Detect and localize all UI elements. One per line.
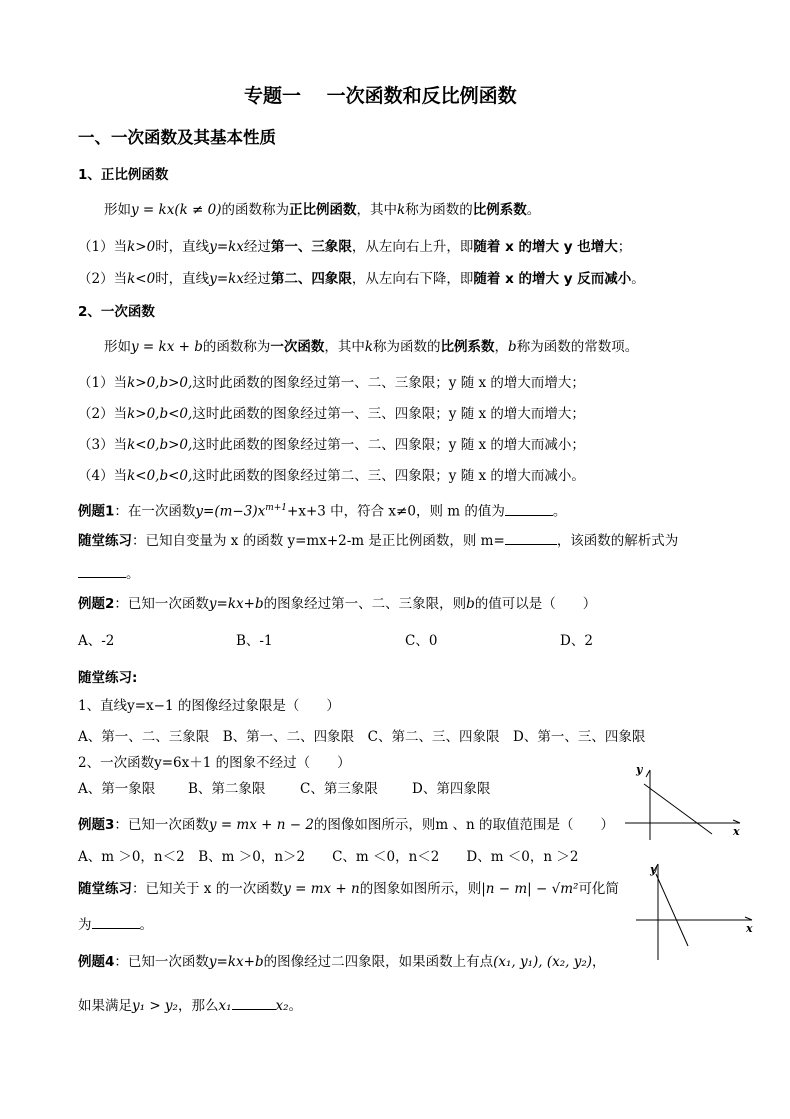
text: 这时此函数的图象经过第一、三、四象限；y 随 x 的增大而增大； <box>192 406 585 422</box>
practice-label: 随堂练习 <box>78 533 132 549</box>
text: 称为函数的 <box>405 202 473 218</box>
function-line <box>644 784 712 834</box>
example-3 <box>78 816 614 834</box>
practice-1-cont <box>78 564 140 583</box>
x-axis-label: x <box>733 825 740 838</box>
subsection-heading-linear: 2、一次函数 <box>78 304 155 320</box>
formula: y=(m−3)x <box>195 503 266 520</box>
condition: k<0,b>0, <box>127 437 193 453</box>
formula: y = kx(k ≠ 0) <box>131 202 222 218</box>
term: 一次函数 <box>270 339 325 355</box>
text: 为 <box>78 917 92 933</box>
condition: k>0,b>0, <box>127 375 193 391</box>
points: (x₁, y₁), (x₂, y₂) <box>493 954 593 970</box>
formula: y = mx + n <box>283 881 360 897</box>
text: （3）当 <box>78 437 128 453</box>
practice-question-1: 1、直线y=x−1 的图像经过象限是（ ） <box>78 698 340 714</box>
practice-question-1-options[interactable]: A、第一、二、三象限 B、第一、二、四象限 C、第二、三、四象限 D、第一、三、四象限 <box>78 729 646 745</box>
text: ：已知关于 x 的一次函数 <box>132 881 284 897</box>
text: （4）当 <box>78 468 128 484</box>
text: ，从左向右上升，即 <box>351 239 474 255</box>
practice-3-cont <box>78 915 153 934</box>
variable: b <box>508 339 517 355</box>
text: 的图像经过二四象限，如果函数上有点 <box>263 954 494 970</box>
example-label: 例题2 <box>78 596 115 612</box>
graph-example-3 <box>620 760 750 840</box>
practice-1 <box>78 531 678 550</box>
text: 的图象经过第一、二、三象限，则 <box>263 596 467 612</box>
text: ：已知一次函数 <box>114 817 209 833</box>
practice-label: 随堂练习: <box>78 670 138 686</box>
variable: b <box>466 596 475 612</box>
answer-blank[interactable] <box>78 564 126 578</box>
choice-d[interactable]: D、第四象限 <box>412 781 491 797</box>
text: 这时此函数的图象经过第一、二、四象限；y 随 x 的增大而减小； <box>192 437 585 453</box>
choice-a[interactable]: A、第一象限 <box>78 781 156 797</box>
term: 随着 x 的增大 y 也增大 <box>473 239 618 255</box>
equation: y=kx <box>209 271 244 287</box>
example-2 <box>78 595 596 613</box>
example-4 <box>78 953 606 971</box>
choice-d[interactable]: D、2 <box>560 633 593 649</box>
text: ：已知自变量为 x 的函数 y=mx+2-m 是正比例函数，则 m= <box>132 533 505 549</box>
text: （2）当 <box>78 271 128 287</box>
condition: k>0 <box>127 239 156 255</box>
linear-definition <box>104 338 638 356</box>
choice-a[interactable]: A、-2 <box>78 633 115 649</box>
text: 。 <box>126 566 140 582</box>
exponent: m+1 <box>265 503 288 513</box>
text: （2）当 <box>78 406 128 422</box>
formula: y = kx + b <box>131 339 203 355</box>
formula: y = mx + n − 2 <box>208 817 314 833</box>
equation: y=kx+b <box>208 596 264 612</box>
text: ； <box>617 239 632 255</box>
text: ，那么 <box>177 998 219 1014</box>
text: ，其中 <box>356 202 398 218</box>
equation: y=kx+b <box>208 954 264 970</box>
text: 如果满足 <box>78 998 132 1014</box>
text: ：已知一次函数 <box>114 596 209 612</box>
text: 的图像如图所示，则m 、n 的取值范围是（ ） <box>313 817 614 833</box>
linear-property-3 <box>78 436 585 454</box>
text: （1）当 <box>78 375 128 391</box>
proportional-definition <box>104 201 540 219</box>
text: 的值可以是（ ） <box>474 596 597 612</box>
example-label: 例题3 <box>78 817 115 833</box>
text: 的函数称为 <box>202 339 271 355</box>
y-axis-label: y <box>636 763 643 776</box>
practice-label: 随堂练习 <box>78 881 132 897</box>
example-3-options[interactable]: A、m ＞0，n＜2 B、m ＞0，n＞2 C、m ＜0，n＜2 D、m ＜0，n ＞2 <box>78 849 579 865</box>
text: 这时此函数的图象经过第一、二、三象限；y 随 x 的增大而增大； <box>192 375 585 391</box>
term: 第二、四象限 <box>270 271 352 287</box>
text: ：在一次函数 <box>114 503 196 520</box>
condition: k<0,b<0, <box>127 468 193 484</box>
text: ，其中 <box>324 339 365 355</box>
text: +x+3 中，符合 x≠0，则 m 的值为 <box>287 503 505 520</box>
y-axis-label: y <box>650 863 657 876</box>
property-2 <box>78 270 645 288</box>
text: 时，直线 <box>155 239 210 255</box>
condition: k<0 <box>127 271 156 287</box>
text: 的函数称为 <box>221 202 290 218</box>
text: 形如 <box>104 202 131 218</box>
text: ，从左向右下降，即 <box>351 271 474 287</box>
text: ：已知一次函数 <box>114 954 209 970</box>
variable: x₂ <box>275 998 289 1014</box>
text: 。 <box>552 503 567 520</box>
variable: k <box>364 339 374 355</box>
choice-c[interactable]: C、0 <box>405 633 438 649</box>
answer-blank[interactable] <box>232 996 276 1010</box>
answer-blank[interactable] <box>505 531 557 545</box>
function-line <box>656 874 688 946</box>
example-label: 例题1 <box>78 503 115 520</box>
text: ，该函数的解析式为 <box>556 533 679 549</box>
practice-question-2: 2、一次函数y=6x＋1 的图象不经过（ ） <box>78 755 351 771</box>
text: 时，直线 <box>155 271 210 287</box>
equation: y=kx <box>209 239 244 255</box>
text: 经过 <box>243 271 271 287</box>
linear-property-2 <box>78 405 585 423</box>
text: （1）当 <box>78 239 128 255</box>
graph-practice-3 <box>630 856 760 962</box>
x-axis-label: x <box>746 922 753 935</box>
variable: k <box>397 202 406 218</box>
text: 称为函数的 <box>373 339 441 355</box>
linear-property-4 <box>78 467 585 485</box>
text: 。 <box>631 271 645 287</box>
text: 。 <box>288 998 303 1014</box>
text: 这时此函数的图象经过第二、三、四象限；y 随 x 的增大而减小。 <box>192 468 585 484</box>
example-1 <box>78 499 566 521</box>
text: 经过 <box>243 239 271 255</box>
condition: y₁ > y₂ <box>132 998 178 1014</box>
variable: x₁ <box>218 998 232 1014</box>
term: 比例系数 <box>440 339 495 355</box>
page-title: 专题一 一次函数和反比例函数 <box>244 85 517 107</box>
text: ， <box>592 954 606 970</box>
expression: |n − m| − √m² <box>481 881 579 897</box>
subsection-heading-proportional: 1、正比例函数 <box>78 167 169 183</box>
answer-blank[interactable] <box>505 502 553 516</box>
term: 第一、三象限 <box>270 239 352 255</box>
condition: k>0,b<0, <box>127 406 193 422</box>
text: 可化简 <box>578 881 619 897</box>
choice-b[interactable]: B、-1 <box>236 633 273 649</box>
text: 称为函数的常数项。 <box>516 339 639 355</box>
text: 的图象如图所示，则 <box>359 881 482 897</box>
example-label: 例题4 <box>78 954 115 970</box>
text: ， <box>494 339 509 355</box>
y-axis-arrow <box>646 770 650 777</box>
practice-3 <box>78 880 619 898</box>
text: 。 <box>139 917 153 933</box>
section-heading: 一、一次函数及其基本性质 <box>78 128 276 147</box>
choice-c[interactable]: C、第三象限 <box>300 781 378 797</box>
answer-blank[interactable] <box>92 915 140 929</box>
property-1 <box>78 238 631 256</box>
choice-b[interactable]: B、第二象限 <box>188 781 266 797</box>
term: 随着 x 的增大 y 反而减小 <box>473 271 632 287</box>
example-4-cont <box>78 996 302 1015</box>
linear-property-1 <box>78 374 585 392</box>
term: 正比例函数 <box>289 202 357 218</box>
text: 形如 <box>104 339 131 355</box>
text: 。 <box>526 202 541 218</box>
term: 比例系数 <box>472 202 527 218</box>
